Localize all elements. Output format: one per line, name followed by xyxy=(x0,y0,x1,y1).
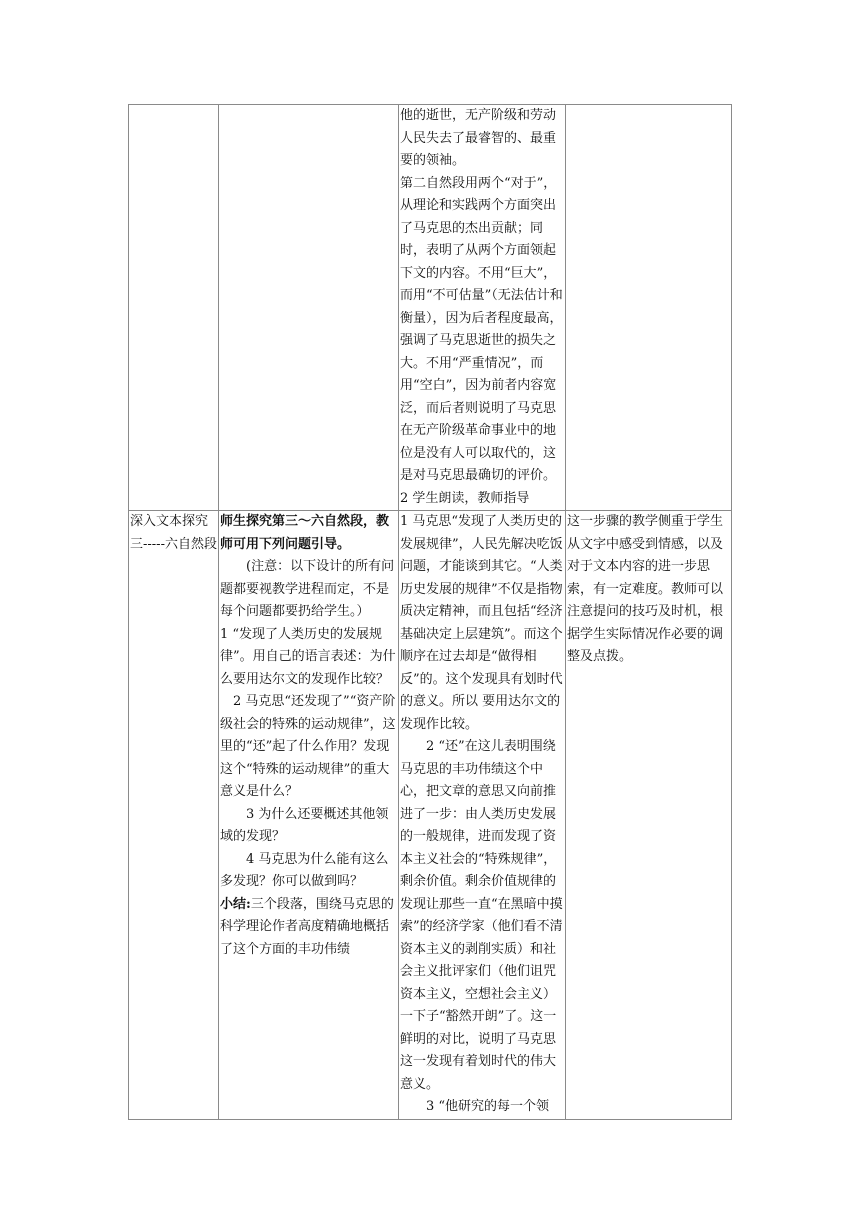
content-cell xyxy=(399,511,566,1120)
teacher-activity-cell xyxy=(219,511,399,1120)
summary-text: 三个段落，围绕马克思的科学理论作者高度精确地概括了这个方面的丰功伟绩 xyxy=(220,896,394,957)
content-paragraph: 2 “还”在这儿表明围绕马克思的丰功伟绩这个中心，把文章的意思又向前推进了一步：由人类历史发展的一般规律，进而发现了资本主义社会的“特殊规律”，剩余价值。剩余价值规律的发现让那些一直“在黑暗中摸索”的经济学家（他们看不清资本主义的剥削实质）和社会主义批评家们（他们诅咒资本主义，空想社会主义）一下子“豁然开朗”了。这一鲜明的对比，说明了马克思这一发现有着划时代的伟大意义。 xyxy=(400,739,563,1092)
summary xyxy=(220,894,397,962)
content-paragraph: 2 学生朗读，教师指导 xyxy=(400,490,530,506)
content-paragraph: 1 马克思“发现了人类历史的发展规律”，人民先解决吃饭问题，才能谈到其它。“人类历史发展的规律”不仅是指物质决定精神，而且包括“经济基础决定上层建筑”。而这个顺序在过去却是“做得相反”的。这个发现具有划时代的意义。所以 要用达尔文的发现作比较。 xyxy=(400,514,563,732)
stage-cell: 深入文本探究三-----六自然段 xyxy=(129,511,219,1120)
design-note-cell xyxy=(566,105,732,511)
activity-note: (注意：以下设计的所有问题都要视教学进程而定，不是每个问题都要扔给学生。） xyxy=(220,559,395,619)
table-row xyxy=(129,105,732,511)
question-item: 2 马克思“还发现了”“资产阶级社会的特殊的运动规律”，这里的“还”起了什么作用？发现这个“特殊的运动规律”的重大意义是什么？ xyxy=(220,694,396,799)
question-item: 1 “发现了人类历史的发展规律”。用自己的语言表述：为什么要用达尔文的发现作比较？ xyxy=(220,626,396,687)
table-row xyxy=(129,511,732,1120)
content-paragraph: 他的逝世，无产阶级和劳动人民失去了最睿智的、最重要的领袖。 xyxy=(400,108,557,168)
content-paragraph: 3 “他研究的每一个领 xyxy=(426,1099,550,1114)
stage-cell xyxy=(129,105,219,511)
summary-label: 小结: xyxy=(220,896,251,912)
content-cell xyxy=(399,105,566,511)
lesson-plan-table xyxy=(128,104,732,1120)
design-note-cell: 这一步骤的教学侧重于学生从文字中感受到情感，以及对于文本内容的进一步思索，有一定难度。教师可以注意提问的技巧及时机，根据学生实际情况作必要的调整及点拨。 xyxy=(566,511,732,1120)
content-paragraph: 第二自然段用两个“对于”，从理论和实践两个方面突出了马克思的杰出贡献；同时，表明了从两个方面领起下文的内容。不用“巨大”，而用“不可估量”（无法估计和衡量），因为后者程度最高，强调了马克思逝世的损失之大。不用“严重情况”，而用“空白”，因为前者内容宽泛，而后者则说明了马克思在无产阶级革命事业中的地位是没有人可以取代的，这是对马克思最确切的评价。 xyxy=(400,175,563,483)
teacher-activity-cell xyxy=(219,105,399,511)
activity-heading: 师生探究第三～六自然段，教师可用下列问题引导。 xyxy=(220,514,390,552)
question-item: 3 为什么还要概述其他领域的发现？ xyxy=(220,806,389,844)
question-item: 4 马克思为什么能有这么多发现？你可以做到吗？ xyxy=(220,851,389,889)
